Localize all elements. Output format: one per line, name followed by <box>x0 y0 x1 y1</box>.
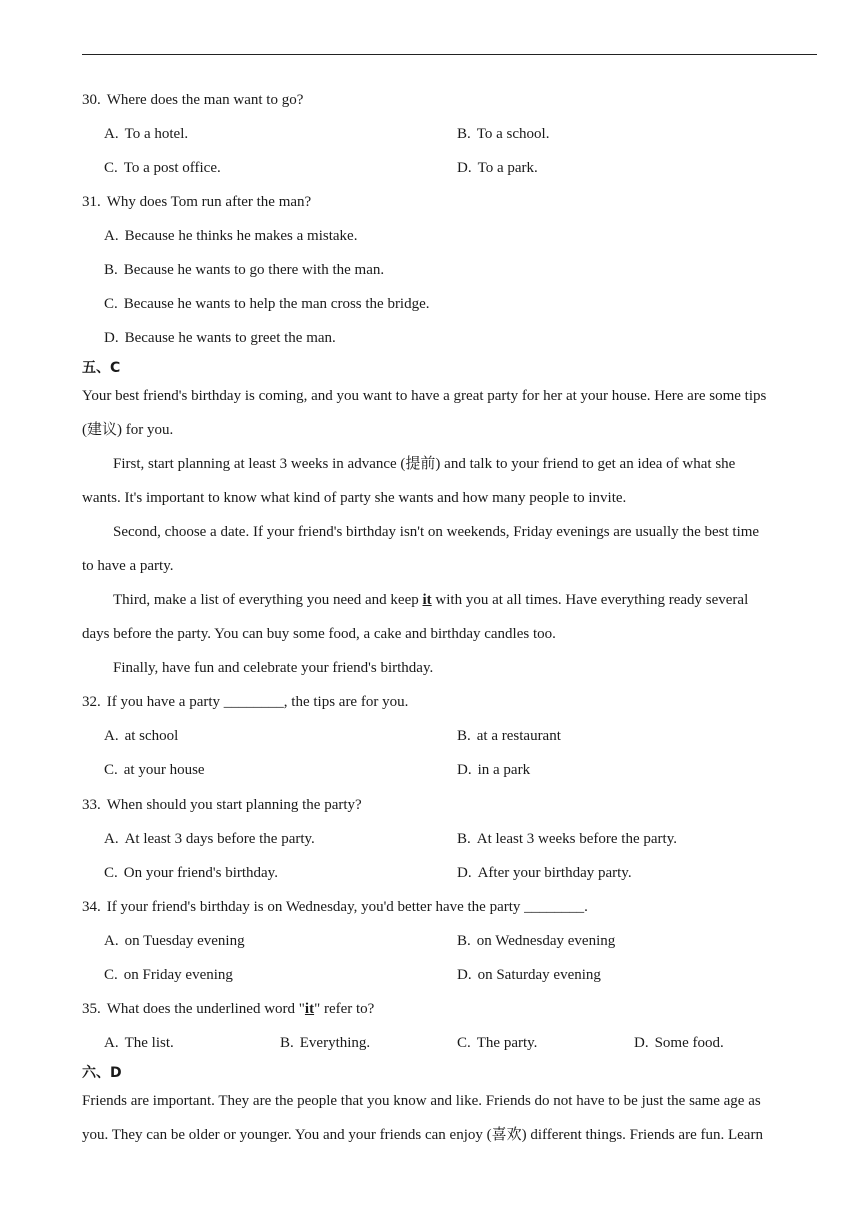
option-letter: B. <box>457 126 471 142</box>
option-letter: D. <box>457 865 472 881</box>
option-text: On your friend's birthday. <box>123 865 278 881</box>
passage-line: Second, choose a date. If your friend's birthday isn't on weekends, Friday evenings are usually the best time <box>113 524 760 540</box>
option-30-c[interactable] <box>104 158 221 178</box>
question-text: When should you start planning the party? <box>106 797 362 813</box>
passage-line: First, start planning at least 3 weeks in advance (提前) and talk to your friend to get an idea of what she <box>113 456 736 472</box>
option-35-a[interactable] <box>104 1033 174 1053</box>
option-33-b[interactable] <box>457 829 677 849</box>
option-letter: B. <box>457 831 471 847</box>
question-31 <box>82 192 311 212</box>
option-33-a[interactable] <box>104 829 315 849</box>
option-letter: A. <box>104 933 119 949</box>
question-33 <box>82 795 362 815</box>
option-letter: C. <box>104 865 118 881</box>
option-text: in a park <box>477 762 531 778</box>
passage-line: Finally, have fun and celebrate your friend's birthday. <box>113 660 434 676</box>
section-heading-5: 五、C <box>82 360 121 376</box>
option-text: Everything. <box>299 1035 371 1051</box>
option-letter: B. <box>457 728 471 744</box>
passage-line: you. They can be older or younger. You and your friends can enjoy (喜欢) different things. Friends are fun. Learn <box>82 1127 763 1143</box>
passage-line: Friends are important. They are the people that you know and like. Friends do not have to be just the same age as <box>82 1093 761 1109</box>
header-rule <box>82 54 817 55</box>
option-letter: A. <box>104 728 119 744</box>
option-30-d[interactable] <box>457 158 538 178</box>
question-text: Where does the man want to go? <box>106 92 304 108</box>
question-text: " refer to? <box>314 1001 375 1017</box>
option-text: To a hotel. <box>124 126 189 142</box>
option-letter: A. <box>104 126 119 142</box>
option-letter: C. <box>104 967 118 983</box>
option-34-c[interactable] <box>104 965 233 985</box>
passage-text: with you at all times. Have everything ready several <box>431 592 749 608</box>
option-text: After your birthday party. <box>477 865 632 881</box>
option-letter: B. <box>104 262 118 278</box>
question-text: Why does Tom run after the man? <box>106 194 312 210</box>
option-33-d[interactable] <box>457 863 632 883</box>
option-text: To a school. <box>476 126 550 142</box>
option-letter: A. <box>104 831 119 847</box>
question-number: 34. <box>82 899 101 915</box>
option-text: on Saturday evening <box>477 967 601 983</box>
option-letter: D. <box>634 1035 649 1051</box>
option-text: The list. <box>124 1035 174 1051</box>
passage-line: Your best friend's birthday is coming, and you want to have a great party for her at your house. Here are some tips <box>82 388 767 404</box>
option-34-a[interactable] <box>104 931 245 951</box>
option-31-a[interactable] <box>104 226 357 246</box>
question-text: What does the underlined word " <box>106 1001 305 1017</box>
option-text: At least 3 weeks before the party. <box>476 831 677 847</box>
option-text: To a post office. <box>123 160 221 176</box>
option-35-b[interactable] <box>280 1033 370 1053</box>
option-32-d[interactable] <box>457 760 530 780</box>
option-text: on Wednesday evening <box>476 933 616 949</box>
passage-line: (建议) for you. <box>82 422 174 438</box>
passage-line: days before the party. You can buy some food, a cake and birthday candles too. <box>82 626 556 642</box>
passage-line: wants. It's important to know what kind of party she wants and how many people to invite. <box>82 490 627 506</box>
option-30-a[interactable] <box>104 124 188 144</box>
underlined-word: it <box>422 592 432 608</box>
question-number: 35. <box>82 1001 101 1017</box>
question-35 <box>82 999 374 1019</box>
option-text: on Tuesday evening <box>124 933 245 949</box>
option-34-d[interactable] <box>457 965 601 985</box>
option-31-d[interactable] <box>104 328 336 348</box>
option-text: Because he thinks he makes a mistake. <box>124 228 358 244</box>
section-heading-6: 六、D <box>82 1065 122 1081</box>
option-letter: B. <box>457 933 471 949</box>
option-letter: C. <box>457 1035 471 1051</box>
option-letter: D. <box>457 160 472 176</box>
option-letter: C. <box>104 160 118 176</box>
option-32-a[interactable] <box>104 726 178 746</box>
option-text: on Friday evening <box>123 967 233 983</box>
option-31-b[interactable] <box>104 260 384 280</box>
question-number: 31. <box>82 194 101 210</box>
option-letter: B. <box>280 1035 294 1051</box>
passage-text: Third, make a list of everything you need and keep <box>113 592 423 608</box>
question-number: 33. <box>82 797 101 813</box>
question-text: If you have a party ________, the tips are for you. <box>106 694 409 710</box>
option-letter: C. <box>104 296 118 312</box>
question-number: 32. <box>82 694 101 710</box>
passage-line: to have a party. <box>82 558 174 574</box>
option-text: To a park. <box>477 160 538 176</box>
option-text: Because he wants to greet the man. <box>124 330 336 346</box>
option-letter: C. <box>104 762 118 778</box>
option-text: at a restaurant <box>476 728 561 744</box>
option-text: at school <box>124 728 179 744</box>
option-32-c[interactable] <box>104 760 205 780</box>
question-30 <box>82 90 303 110</box>
option-letter: A. <box>104 1035 119 1051</box>
question-34 <box>82 897 588 917</box>
option-34-b[interactable] <box>457 931 615 951</box>
question-text: If your friend's birthday is on Wednesday, you'd better have the party ________. <box>106 899 588 915</box>
option-33-c[interactable] <box>104 863 278 883</box>
underlined-word: it <box>304 1001 315 1017</box>
option-30-b[interactable] <box>457 124 549 144</box>
option-letter: D. <box>104 330 119 346</box>
option-text: at your house <box>123 762 205 778</box>
option-text: Because he wants to help the man cross the bridge. <box>123 296 430 312</box>
passage-line-third <box>113 590 748 610</box>
option-35-d[interactable] <box>634 1033 724 1053</box>
option-letter: D. <box>457 762 472 778</box>
option-text: Because he wants to go there with the man. <box>123 262 385 278</box>
option-31-c[interactable] <box>104 294 430 314</box>
option-letter: D. <box>457 967 472 983</box>
option-letter: A. <box>104 228 119 244</box>
option-32-b[interactable] <box>457 726 561 746</box>
option-text: The party. <box>476 1035 538 1051</box>
question-32 <box>82 692 408 712</box>
option-text: At least 3 days before the party. <box>124 831 315 847</box>
option-35-c[interactable] <box>457 1033 537 1053</box>
option-text: Some food. <box>654 1035 724 1051</box>
question-number: 30. <box>82 92 101 108</box>
